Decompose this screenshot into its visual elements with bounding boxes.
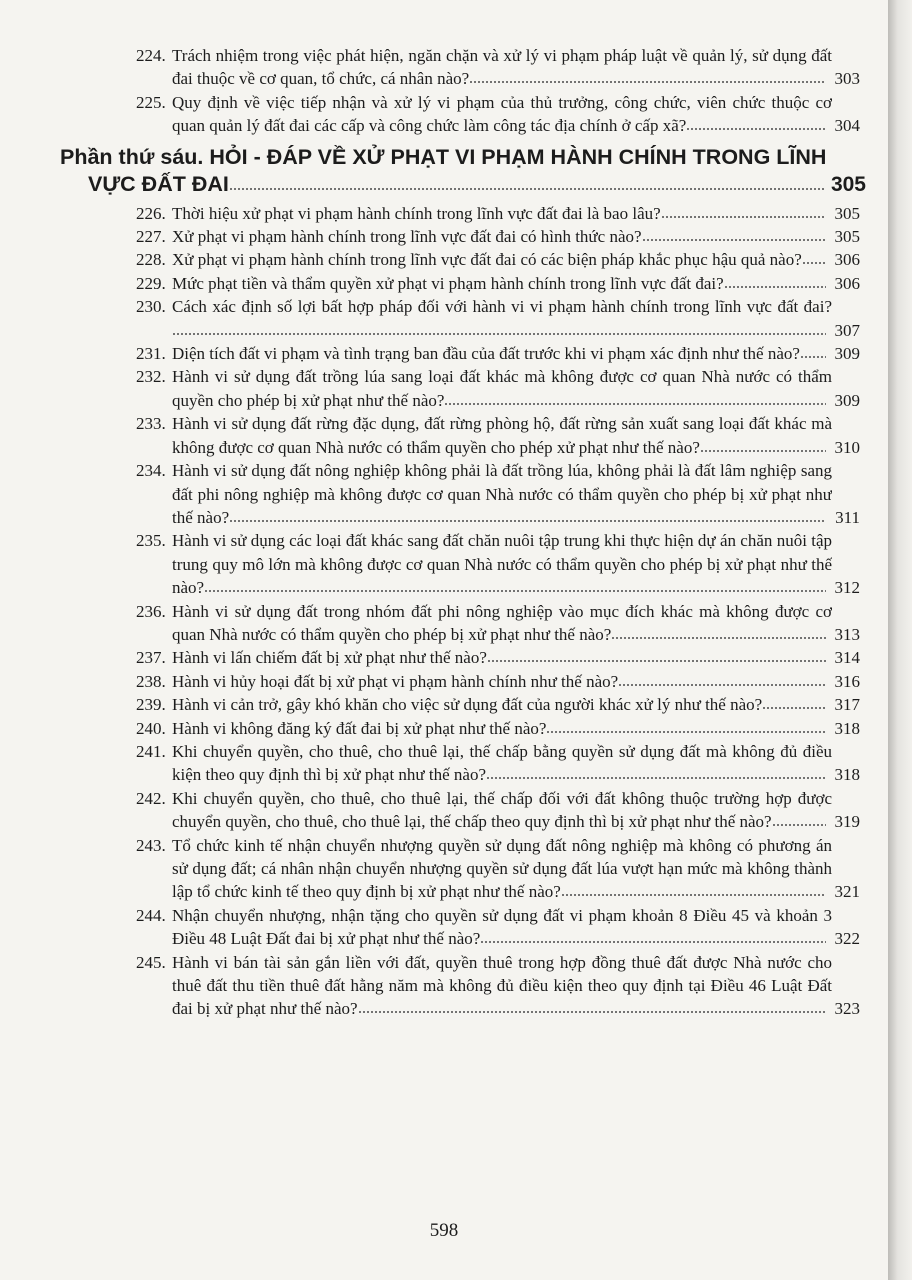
entry-page: 312: [834, 578, 860, 598]
dot-leader: [618, 683, 826, 687]
entry-text: Hành vi hủy hoại đất bị xử phạt vi phạm hành chính như thế nào?: [172, 671, 619, 691]
entry-number: 231.: [136, 344, 166, 364]
entry-text: Hành vi bán tài sản gắn liền với đất, quyền thuê trong hợp đồng thuê đất được Nhà nước cho thuê đất thu tiền thuê đất hằng năm mà không đủ điều kiện theo quy định tại Điều 46 Luật Đất đai bị xử phạt như thế nào?: [172, 952, 832, 1019]
entry-page: 311: [835, 507, 860, 527]
entry-title: [172, 787, 832, 834]
entry-title: [172, 951, 832, 1021]
dot-leader: [800, 355, 826, 359]
dot-leader: [486, 776, 826, 780]
entry-title: [172, 248, 832, 271]
dot-leader: [546, 730, 826, 734]
entry-number: 234.: [136, 461, 166, 481]
entry-text: Hành vi sử dụng đất rừng đặc dụng, đất rừng phòng hộ, đất rừng sản xuất sang loại đất khác mà không được cơ quan Nhà nước có thẩm quyền cho phép xử phạt như thế nào?: [172, 414, 832, 457]
toc-entry: [136, 693, 862, 716]
dot-leader: [172, 332, 826, 336]
toc-entry: [136, 717, 862, 740]
entry-text: Quy định về việc tiếp nhận và xử lý vi phạm của thủ trưởng, công chức, viên chức thuộc cơ quan quản lý đất đai các cấp và công chức làm công tác địa chính ở cấp xã?: [172, 92, 832, 136]
entry-page: 319: [834, 812, 860, 832]
entry-number: 236.: [136, 601, 166, 621]
toc-entry: [136, 459, 862, 529]
entry-title: [172, 670, 832, 693]
entry-text: Hành vi sử dụng các loại đất khác sang đất chăn nuôi tập trung khi thực hiện dự án chăn nuôi tập trung quy mô lớn mà không được cơ quan Nhà nước có thẩm quyền cho phép bị xử phạt như thế nào?: [172, 531, 832, 598]
entry-text: Tổ chức kinh tế nhận chuyển nhượng quyền sử dụng đất nông nghiệp mà không có phương án sử dụng đất; cá nhân nhận chuyển nhượng quyền sử dụng đất lúa vượt hạn mức mà không thành lập tổ chức kinh tế theo quy định bị xử phạt như thế nào?: [172, 835, 832, 902]
entry-page: 323: [834, 999, 860, 1019]
entry-text: Nhận chuyển nhượng, nhận tặng cho quyền sử dụng đất vi phạm khoản 8 Điều 45 và khoản 3 Điều 48 Luật Đất đai bị xử phạt như thế nào?: [172, 905, 832, 949]
toc-entry: [136, 272, 862, 295]
entry-page: 305: [834, 203, 860, 223]
entry-number: 240.: [136, 718, 166, 738]
entry-text: Xử phạt vi phạm hành chính trong lĩnh vực đất đai có các biện pháp khắc phục hậu quả nào?: [172, 250, 802, 270]
entry-title: [172, 646, 832, 669]
toc-entry: [136, 44, 862, 91]
toc-entry: [136, 202, 862, 225]
entry-page: 318: [834, 718, 860, 738]
entry-text: Khi chuyển quyền, cho thuê, cho thuê lại, thế chấp đối với đất không thuộc trường hợp được chuyển quyền, cho thuê, cho thuê lại, thế chấp theo quy định thì bị xử phạt như thế nào?: [172, 788, 832, 832]
entry-number: 239.: [136, 695, 166, 715]
entry-number: 230.: [136, 297, 166, 317]
entry-title: [172, 91, 832, 138]
dot-leader: [700, 449, 826, 453]
entry-text: Thời hiệu xử phạt vi phạm hành chính trong lĩnh vực đất đai là bao lâu?: [172, 203, 661, 223]
entry-title: [172, 342, 832, 365]
entry-text: Hành vi lấn chiếm đất bị xử phạt như thế nào?: [172, 648, 487, 668]
entry-number: 242.: [136, 788, 166, 808]
toc-entry: [136, 91, 862, 138]
toc-entry: [136, 787, 862, 834]
entry-text: Xử phạt vi phạm hành chính trong lĩnh vực đất đai có hình thức nào?: [172, 227, 642, 247]
toc-entry: [136, 365, 862, 412]
toc-entry: [136, 248, 862, 271]
entry-page: 316: [834, 671, 860, 691]
entry-text: Cách xác định số lợi bất hợp pháp đối với hành vi vi phạm hành chính trong lĩnh vực đất đai?: [172, 297, 832, 317]
entry-title: [172, 44, 832, 91]
section-title-text: VỰC ĐẤT ĐAI: [88, 171, 229, 196]
entry-page: 306: [834, 250, 860, 270]
page-edge: [888, 0, 912, 1280]
entry-text: Hành vi sử dụng đất trồng lúa sang loại đất khác mà không được cơ quan Nhà nước có thẩm quyền cho phép bị xử phạt như thế nào?: [172, 367, 832, 410]
dot-leader: [661, 215, 826, 219]
entry-number: 238.: [136, 671, 166, 691]
entry-number: 245.: [136, 952, 166, 972]
entry-title: [172, 693, 832, 716]
entry-number: 225.: [136, 92, 166, 112]
entry-title: [172, 365, 832, 412]
dot-leader: [444, 402, 826, 406]
entry-text: Hành vi cản trở, gây khó khăn cho việc sử dụng đất của người khác xử lý như thế nào?: [172, 695, 763, 715]
dot-leader: [724, 285, 826, 289]
toc-entry: [136, 740, 862, 787]
entry-page: 307: [834, 320, 860, 340]
entry-number: 229.: [136, 273, 166, 293]
section-heading: [60, 144, 866, 198]
section-title-line2: [60, 171, 832, 198]
entry-page: 303: [834, 69, 860, 89]
page-number: 598: [429, 1220, 459, 1241]
dot-leader: [204, 589, 826, 593]
entry-title: [172, 717, 832, 740]
entry-title: [172, 412, 832, 459]
section-page: 305: [830, 172, 866, 196]
toc-entry: [136, 412, 862, 459]
toc-entry: [136, 951, 862, 1021]
dot-leader: [358, 1010, 826, 1014]
dot-leader: [686, 127, 826, 131]
entry-title: [172, 272, 832, 295]
toc-entry: [136, 834, 862, 904]
entry-title: [172, 225, 832, 248]
entry-text: Khi chuyển quyền, cho thuê, cho thuê lại, thế chấp bằng quyền sử dụng đất mà không đủ điều kiện theo quy định thì bị xử phạt như thế nào?: [172, 741, 832, 785]
toc-entry: [136, 904, 862, 951]
entry-text: Hành vi sử dụng đất nông nghiệp không phải là đất trồng lúa, không phải là đất lâm nghiệp sang đất phi nông nghiệp mà không được cơ quan Nhà nước có thẩm quyền cho phép bị xử phạt như thế nào?: [172, 461, 832, 527]
toc-entry: [136, 295, 862, 342]
toc-entry: [136, 529, 862, 599]
dot-leader: [642, 238, 826, 242]
table-of-contents: [0, 44, 888, 1021]
entry-page: 321: [834, 882, 860, 902]
entry-page: 309: [834, 344, 860, 364]
section-title-line1: Phần thứ sáu. HỎI - ĐÁP VỀ XỬ PHẠT VI PHẠM HÀNH CHÍNH TRONG LĨNH: [60, 144, 827, 169]
entry-number: 226.: [136, 203, 166, 223]
entry-page: 306: [834, 273, 860, 293]
toc-entry: [136, 225, 862, 248]
entry-title: [172, 600, 832, 647]
entry-number: 232.: [136, 367, 166, 387]
entry-number: 233.: [136, 414, 166, 434]
entry-number: 227.: [136, 227, 166, 247]
entry-text: Hành vi không đăng ký đất đai bị xử phạt như thế nào?: [172, 718, 547, 738]
entry-number: 241.: [136, 741, 166, 761]
dot-leader: [611, 636, 826, 640]
toc-entry: [136, 646, 862, 669]
entry-page: 314: [834, 648, 860, 668]
dot-leader: [762, 706, 826, 710]
dot-leader: [480, 940, 826, 944]
entry-page: 317: [834, 695, 860, 715]
entry-page: 310: [834, 437, 860, 457]
toc-entry: [136, 600, 862, 647]
entry-page: 309: [834, 390, 860, 410]
dot-leader: [561, 893, 826, 897]
entry-text: Mức phạt tiền và thẩm quyền xử phạt vi phạm hành chính trong lĩnh vực đất đai?: [172, 273, 724, 293]
entry-title: [172, 459, 832, 529]
entry-page: 322: [834, 929, 860, 949]
dot-leader: [772, 823, 826, 827]
entry-text: Trách nhiệm trong việc phát hiện, ngăn chặn và xử lý vi phạm pháp luật về quản lý, sử dụng đất đai thuộc về cơ quan, tổ chức, cá nhân nào?: [172, 46, 832, 89]
entry-title: [172, 740, 832, 787]
dot-leader: [229, 187, 826, 191]
toc-entry: [136, 670, 862, 693]
entry-text: Hành vi sử dụng đất trong nhóm đất phi nông nghiệp vào mục đích khác mà không được cơ quan Nhà nước có thẩm quyền cho phép bị xử phạt như thế nào?: [172, 601, 832, 644]
entry-title: [172, 834, 832, 904]
entry-page: 304: [834, 116, 860, 136]
dot-leader: [487, 659, 826, 663]
entry-page: 318: [834, 765, 860, 785]
entry-number: 244.: [136, 905, 166, 925]
dot-leader: [469, 80, 826, 84]
entry-number: 228.: [136, 250, 166, 270]
entry-text: Diện tích đất vi phạm và tình trạng ban đầu của đất trước khi vi phạm xác định như thế nào?: [172, 344, 800, 364]
entry-page: 305: [834, 227, 860, 247]
entry-number: 243.: [136, 835, 166, 855]
entry-title: [172, 904, 832, 951]
dot-leader: [802, 261, 826, 265]
entry-number: 235.: [136, 531, 166, 551]
dot-leader: [229, 519, 826, 523]
entry-title: [172, 529, 832, 599]
entry-title: [172, 295, 832, 342]
entry-number: 224.: [136, 46, 166, 65]
entry-number: 237.: [136, 648, 166, 668]
entry-page: 313: [834, 624, 860, 644]
entry-title: [172, 202, 832, 225]
toc-entry: [136, 342, 862, 365]
